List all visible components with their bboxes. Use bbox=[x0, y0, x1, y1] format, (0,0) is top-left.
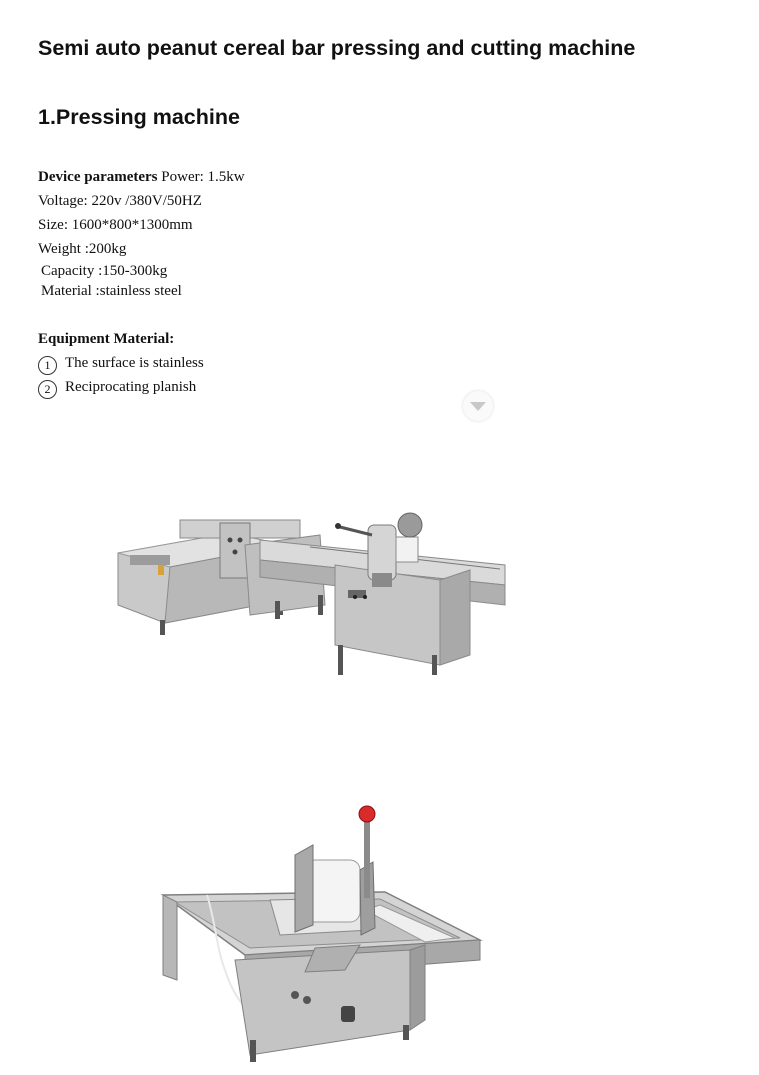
equipment-item-1 bbox=[38, 355, 204, 375]
weight-line: Weight :200kg bbox=[38, 241, 127, 257]
section-title: 1.Pressing machine bbox=[38, 105, 240, 129]
capacity-line: Capacity :150-300kg bbox=[41, 263, 168, 279]
material-line: Material :stainless steel bbox=[41, 283, 182, 299]
machine-photo-roller-press bbox=[155, 800, 485, 1065]
voltage-line: Voltage: 220v /380V/50HZ bbox=[38, 193, 202, 209]
equipment-item-2 bbox=[38, 379, 196, 399]
equipment-item-text: Reciprocating planish bbox=[65, 379, 197, 395]
scroll-down-button[interactable] bbox=[463, 391, 493, 421]
number-circle-icon: 2 bbox=[38, 380, 57, 399]
number-circle-icon: 1 bbox=[38, 356, 57, 375]
equipment-item-text: The surface is stainless bbox=[65, 355, 204, 371]
machine-photo-pressing-line bbox=[110, 505, 510, 680]
power-value: Power: 1.5kw bbox=[157, 169, 245, 185]
size-line: Size: 1600*800*1300mm bbox=[38, 217, 193, 233]
chevron-down-icon bbox=[463, 391, 493, 421]
parameters-label: Device parameters bbox=[38, 169, 158, 185]
power-line bbox=[38, 169, 245, 186]
page-title: Semi auto peanut cereal bar pressing and cutting machine bbox=[38, 36, 636, 60]
equipment-heading: Equipment Material: bbox=[38, 331, 175, 347]
